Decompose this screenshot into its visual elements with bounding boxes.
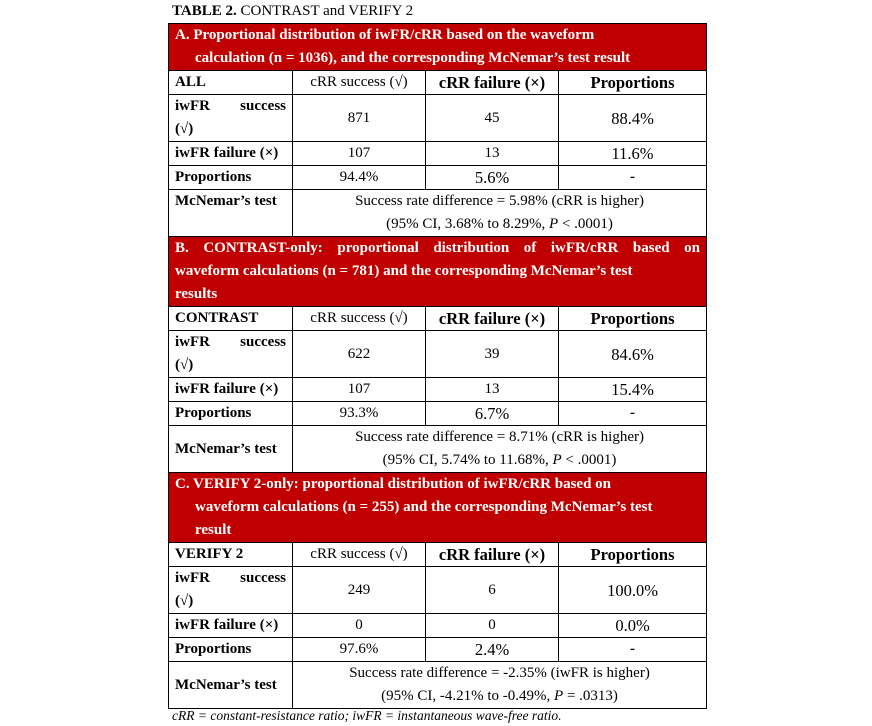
row-label-proportions: Proportions bbox=[169, 638, 293, 662]
table-row bbox=[169, 662, 707, 709]
mcnemar-result: Success rate difference = -2.35% (iwFR is higher) (95% CI, -4.21% to -0.49%, P = .0313) bbox=[293, 662, 707, 709]
cell: - bbox=[559, 638, 707, 662]
cell: 249 bbox=[293, 567, 426, 614]
row-label-iwfr-success: iwFR success (√) bbox=[169, 331, 293, 378]
table-row bbox=[169, 142, 707, 166]
table-row bbox=[169, 331, 707, 378]
cell: 0 bbox=[426, 614, 559, 638]
row-label-iwfr-failure: iwFR failure (×) bbox=[169, 378, 293, 402]
cell: 88.4% bbox=[559, 95, 707, 142]
cell: 5.6% bbox=[426, 166, 559, 190]
col-cRR-failure: cRR failure (×) bbox=[426, 71, 559, 95]
cell: 100.0% bbox=[559, 567, 707, 614]
cell: 0.0% bbox=[559, 614, 707, 638]
cell: 94.4% bbox=[293, 166, 426, 190]
section-a-title: A. Proportional distribution of iwFR/cRR based on the waveform calculation (n = 1036), and the corresponding McNemar’s test result bbox=[175, 27, 631, 66]
cell: 39 bbox=[426, 331, 559, 378]
col-cRR-success: cRR success (√) bbox=[293, 71, 426, 95]
cell: 2.4% bbox=[426, 638, 559, 662]
table-row bbox=[169, 638, 707, 662]
table-title: CONTRAST and VERIFY 2 bbox=[236, 3, 414, 19]
row-label-iwfr-success: iwFR success (√) bbox=[169, 95, 293, 142]
section-b-column-header bbox=[169, 307, 707, 331]
cell: - bbox=[559, 402, 707, 426]
mcnemar-result: Success rate difference = 8.71% (cRR is higher) (95% CI, 5.74% to 11.68%, P < .0001) bbox=[293, 426, 707, 473]
table-caption bbox=[172, 3, 413, 20]
table-row bbox=[169, 190, 707, 237]
section-a-header bbox=[169, 24, 707, 71]
row-label-mcnemar: McNemar’s test bbox=[169, 426, 293, 473]
table-row bbox=[169, 95, 707, 142]
cell: 13 bbox=[426, 378, 559, 402]
mcnemar-result: Success rate difference = 5.98% (cRR is higher) (95% CI, 3.68% to 8.29%, P < .0001) bbox=[293, 190, 707, 237]
cell: 97.6% bbox=[293, 638, 426, 662]
cell: 84.6% bbox=[559, 331, 707, 378]
table-row bbox=[169, 378, 707, 402]
results-table bbox=[168, 23, 707, 709]
table-row bbox=[169, 426, 707, 473]
cell: 871 bbox=[293, 95, 426, 142]
group-label: ALL bbox=[169, 71, 293, 95]
cell: 11.6% bbox=[559, 142, 707, 166]
section-c-header bbox=[169, 473, 707, 543]
col-cRR-success: cRR success (√) bbox=[293, 543, 426, 567]
table-row bbox=[169, 166, 707, 190]
col-proportions: Proportions bbox=[559, 71, 707, 95]
cell: 107 bbox=[293, 378, 426, 402]
cell: - bbox=[559, 166, 707, 190]
table-row bbox=[169, 402, 707, 426]
col-cRR-success: cRR success (√) bbox=[293, 307, 426, 331]
row-label-iwfr-failure: iwFR failure (×) bbox=[169, 614, 293, 638]
group-label: VERIFY 2 bbox=[169, 543, 293, 567]
table-number: TABLE 2. bbox=[172, 3, 237, 19]
row-label-proportions: Proportions bbox=[169, 402, 293, 426]
row-label-proportions: Proportions bbox=[169, 166, 293, 190]
cell: 107 bbox=[293, 142, 426, 166]
row-label-iwfr-success: iwFR success (√) bbox=[169, 567, 293, 614]
cell: 0 bbox=[293, 614, 426, 638]
col-cRR-failure: cRR failure (×) bbox=[426, 543, 559, 567]
col-proportions: Proportions bbox=[559, 307, 707, 331]
cell: 93.3% bbox=[293, 402, 426, 426]
cell: 45 bbox=[426, 95, 559, 142]
group-label: CONTRAST bbox=[169, 307, 293, 331]
col-cRR-failure: cRR failure (×) bbox=[426, 307, 559, 331]
cell: 15.4% bbox=[559, 378, 707, 402]
section-c-title: C. VERIFY 2-only: proportional distribution of iwFR/cRR based on waveform calculations (n = 255) and the corresponding McNemar’s test result bbox=[175, 476, 653, 538]
cell: 6 bbox=[426, 567, 559, 614]
cell: 622 bbox=[293, 331, 426, 378]
section-c-column-header bbox=[169, 543, 707, 567]
row-label-mcnemar: McNemar’s test bbox=[169, 662, 293, 709]
section-b-title: B. CONTRAST-only: proportional distribution of iwFR/cRR based on waveform calculations (n = 781) and the corresponding McNemar’s test results bbox=[175, 240, 700, 302]
table-row bbox=[169, 567, 707, 614]
col-proportions: Proportions bbox=[559, 543, 707, 567]
row-label-mcnemar: McNemar’s test bbox=[169, 190, 293, 237]
section-a-column-header bbox=[169, 71, 707, 95]
table-row bbox=[169, 614, 707, 638]
cell: 6.7% bbox=[426, 402, 559, 426]
section-b-header bbox=[169, 237, 707, 307]
row-label-iwfr-failure: iwFR failure (×) bbox=[169, 142, 293, 166]
table-footnote: cRR = constant-resistance ratio; iwFR = instantaneous wave-free ratio. bbox=[172, 708, 562, 723]
cell: 13 bbox=[426, 142, 559, 166]
